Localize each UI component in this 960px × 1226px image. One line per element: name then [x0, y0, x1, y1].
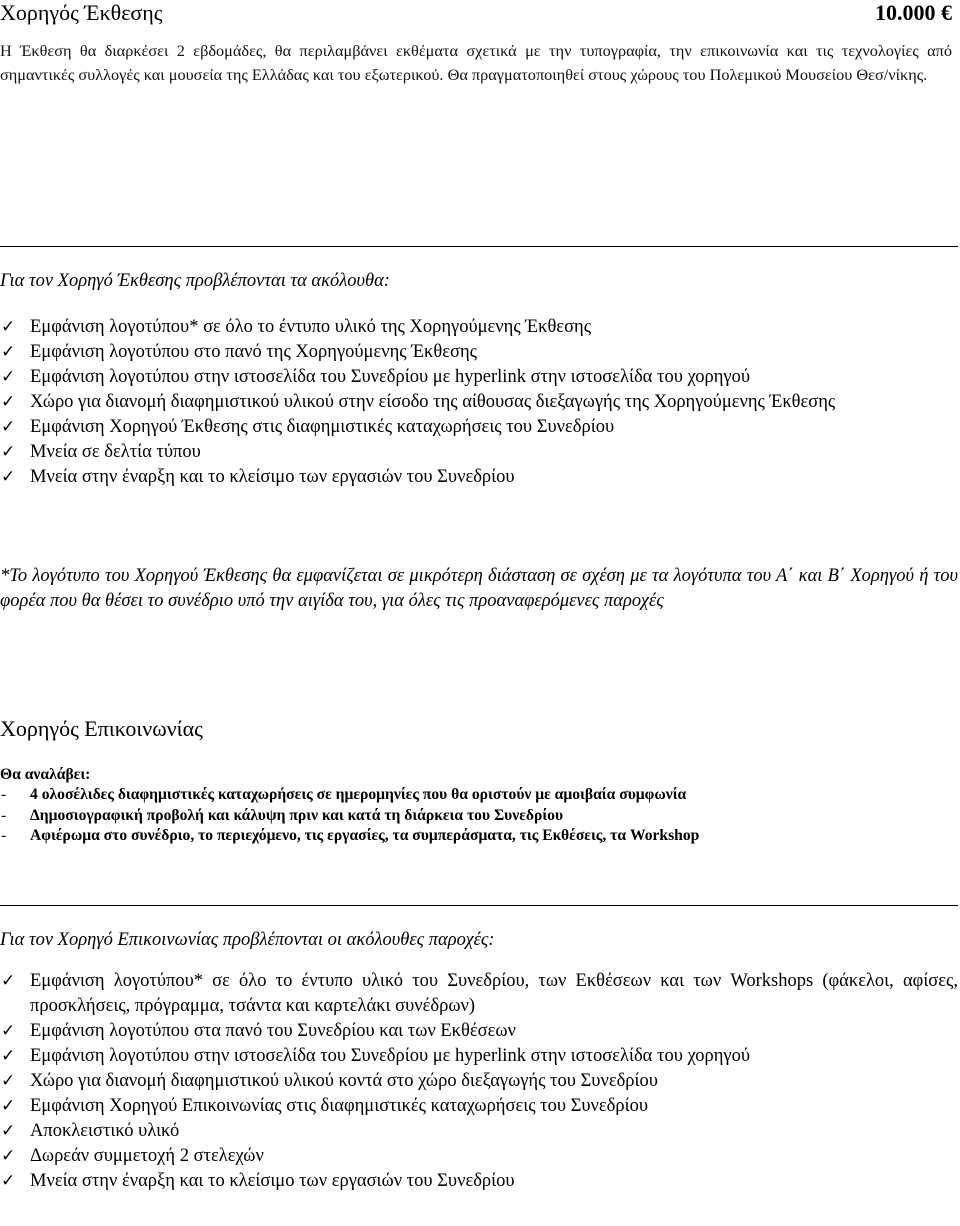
checkmark-icon: ✓: [1, 1096, 16, 1116]
communication-duties: [0, 765, 958, 847]
checkmark-icon: ✓: [1, 1071, 16, 1091]
checkmark-icon: ✓: [1, 342, 16, 362]
list-item: ✓ Χώρο για διανομή διαφημιστικού υλικού κοντά στο χώρο διεξαγωγής του Συνεδρίου: [0, 1069, 958, 1094]
list-item: ✓ Εμφάνιση λογοτύπου στα πανό του Συνεδρίου και των Εκθέσεων: [0, 1019, 958, 1044]
dash-bullet: -: [1, 827, 7, 844]
list-item: ✓ Εμφάνιση λογοτύπου* σε όλο το έντυπο υλικό του Συνεδρίου, των Εκθέσεων και των Workshops (φάκελοι, αφίσες, προσκλήσεις, πρόγραμμα, τσάντα και καρτελάκι συνέδρων): [1, 971, 958, 1016]
list-item: - Δημοσιογραφική προβολή και κάλυψη πριν και κατά τη διάρκεια του Συνεδρίου: [0, 806, 958, 827]
checkmark-icon: ✓: [1, 392, 16, 412]
list-item: ✓ Αποκλειστικό υλικό: [0, 1119, 958, 1144]
checkmark-icon: ✓: [1, 1021, 16, 1041]
checkmark-icon: ✓: [1, 1171, 16, 1191]
dash-bullet: -: [1, 806, 7, 824]
checkmark-icon: ✓: [1, 317, 16, 337]
list-item: ✓ Χώρο για διανομή διαφημιστικού υλικού στην είσοδο της αίθουσας διεξαγωγής της Χορηγούμενης Έκθεσης: [0, 390, 958, 415]
list-item: ✓ Μνεία στην έναρξη και το κλείσιμο των εργασιών του Συνεδρίου: [0, 1169, 958, 1194]
list-item: ✓ Εμφάνιση λογοτύπου* σε όλο το έντυπο υλικό της Χορηγούμενης Έκθεσης: [0, 315, 958, 340]
section-divider: [0, 246, 958, 247]
checkmark-icon: ✓: [1, 417, 16, 437]
list-item: ✓ Εμφάνιση λογοτύπου στο πανό της Χορηγούμενης Έκθεσης: [0, 340, 958, 365]
logo-size-footnote: *Το λογότυπο του Χορηγού Έκθεσης θα εμφανίζεται σε μικρότερη διάσταση σε σχέση με τα λογότυπα του Α΄ και Β΄ Χορηγού ή του φορέα που θα θέσει το συνέδριο υπό την αιγίδα του, για όλες τις προαναφερόμενες παροχές: [0, 566, 958, 611]
duties-list: [0, 785, 958, 847]
exhibition-provisions-list: [0, 315, 958, 490]
exhibition-provisions-heading: Για τον Χορηγό Έκθεσης προβλέπονται τα ακόλουθα:: [0, 271, 390, 291]
list-item: ✓ Μνεία στην έναρξη και το κλείσιμο των εργασιών του Συνεδρίου: [0, 465, 958, 490]
communication-provisions-list: [0, 969, 958, 1194]
checkmark-icon: ✓: [1, 442, 16, 462]
checkmark-icon: ✓: [1, 1146, 16, 1166]
duties-label: Θα αναλάβει:: [0, 766, 91, 783]
list-item: ✓ Μνεία σε δελτία τύπου: [0, 440, 958, 465]
exhibition-intro-paragraph: Η Έκθεση θα διαρκέσει 2 εβδομάδες, θα περιλαμβάνει εκθέματα σχετικά με την τυπογραφία, την επικοινωνία και τις τεχνολογίες από σημαντικές συλλογές και μουσεία της Ελλάδας και του εξωτερικού. Θα πραγματοποιηθεί στους χώρους του Πολεμικού Μουσείου Θεσ/νίκης.: [0, 41, 952, 84]
exhibition-sponsor-title: Χορηγός Έκθεσης: [0, 0, 163, 25]
list-item: ✓ Εμφάνιση λογοτύπου στην ιστοσελίδα του Συνεδρίου με hyperlink στην ιστοσελίδα του χορηγού: [0, 1044, 958, 1069]
list-item: ✓ Δωρεάν συμμετοχή 2 στελεχών: [0, 1144, 958, 1169]
communication-provisions-heading: Για τον Χορηγό Επικοινωνίας προβλέπονται οι ακόλουθες παροχές:: [0, 930, 495, 950]
checkmark-icon: ✓: [1, 1121, 16, 1141]
exhibition-title-row: [0, 0, 952, 28]
checkmark-icon: ✓: [1, 367, 16, 387]
list-item: ✓ Εμφάνιση Χορηγού Επικοινωνίας στις διαφημιστικές καταχωρήσεις του Συνεδρίου: [0, 1094, 958, 1119]
list-item: - Αφιέρωμα στο συνέδριο, το περιεχόμενο, τις εργασίες, τα συμπεράσματα, τις Εκθέσεις, τα Workshop: [0, 826, 958, 847]
checkmark-icon: ✓: [1, 971, 16, 991]
communication-sponsor-title: Χορηγός Επικοινωνίας: [0, 716, 203, 741]
section-divider: [0, 905, 958, 906]
dash-bullet: -: [1, 786, 7, 803]
list-item: ✓ Εμφάνιση Χορηγού Έκθεσης στις διαφημιστικές καταχωρήσεις του Συνεδρίου: [0, 415, 958, 440]
list-item: ✓ Εμφάνιση λογοτύπου στην ιστοσελίδα του Συνεδρίου με hyperlink στην ιστοσελίδα του χορηγού: [0, 365, 958, 390]
checkmark-icon: ✓: [1, 1046, 16, 1066]
checkmark-icon: ✓: [1, 467, 16, 487]
list-item: - 4 ολοσέλιδες διαφημιστικές καταχωρήσεις σε ημερομηνίες που θα οριστούν με αμοιβαία συμφωνία: [0, 785, 958, 806]
exhibition-sponsor-price: 10.000 €: [875, 0, 952, 25]
